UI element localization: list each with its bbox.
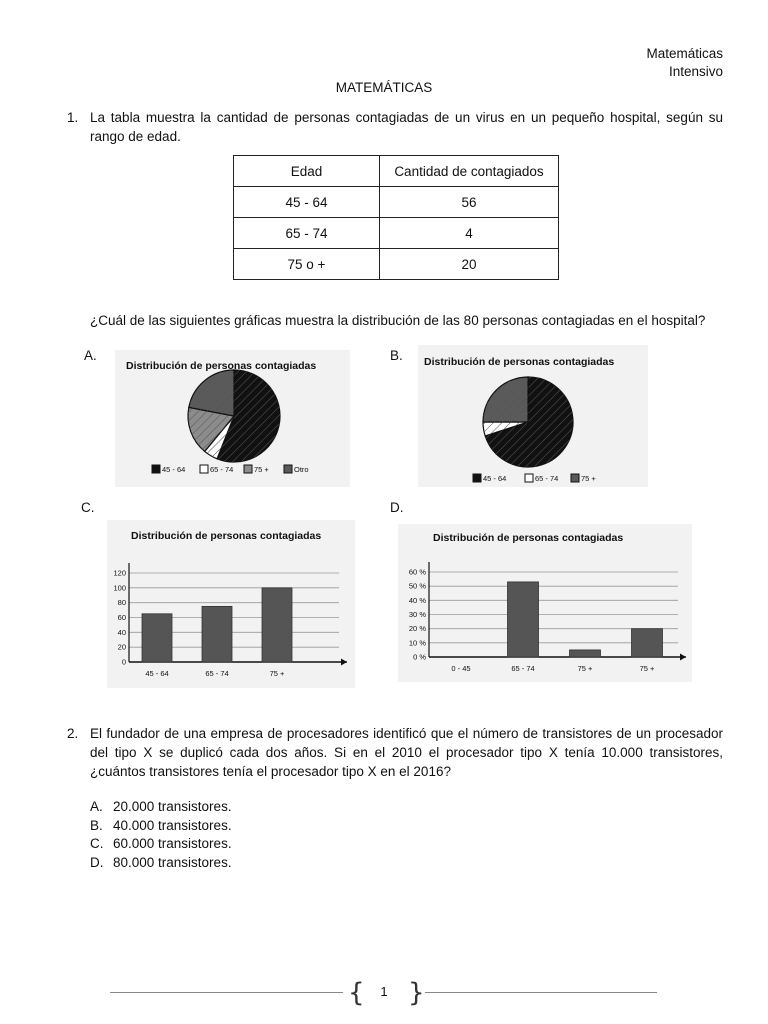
chart-a [115,350,350,487]
option-c-label: C. [81,500,95,515]
cases-table [233,155,559,280]
option-d-label: D. [390,500,404,515]
chart-b-svg [418,345,648,487]
question-2-number: 2. [67,726,79,741]
table-row [234,249,559,280]
x-tick-label: 0 - 45 [451,664,471,673]
answer-letter: C. [90,836,104,851]
legend-swatch [571,474,579,482]
y-tick-label: 40 [117,627,126,637]
question-1-text: La tabla muestra la cantidad de personas contagiadas de un virus en un pequeño hospital, según su rango de edad. [90,110,723,144]
chart-b-pie [483,377,573,467]
answer-letter: D. [90,854,104,870]
option-a-label: A. [84,348,97,363]
x-tick-label: 65 - 74 [205,669,229,678]
header-subject: Matemáticas [646,46,723,61]
legend-swatch [244,465,252,473]
legend-label: 45 - 64 [483,474,507,483]
bar [202,606,232,662]
y-tick-label: 0 [121,657,126,667]
chart-b-legend [473,474,596,483]
chart-c-svg [107,520,355,688]
answer-text: 80.000 transistores. [113,854,232,870]
legend-swatch [473,474,481,482]
chart-a-title: Distribución de personas contagiadas [126,360,317,372]
y-tick-label: 0 % [413,652,426,662]
chart-d [398,524,692,682]
y-tick-label: 120 [113,568,126,578]
table-header-row [234,156,559,187]
x-tick-label: 75 + [269,669,285,678]
table-cell: 65 - 74 [234,218,380,249]
legend-swatch [152,465,160,473]
answer-option-b[interactable] [90,817,232,836]
legend-label: 45 - 64 [162,465,186,474]
legend-label: 65 - 74 [535,474,559,483]
y-tick-label: 20 % [408,624,426,634]
y-tick-label: 60 % [408,567,426,577]
legend-swatch [284,465,292,473]
answer-text: 20.000 transistores. [113,799,232,814]
table-cell: 4 [380,218,559,249]
y-tick-label: 10 % [408,638,426,648]
y-tick-label: 20 [117,642,126,652]
table-cell: 56 [380,187,559,218]
bar [142,614,172,662]
chart-b [418,345,648,487]
y-tick-label: 60 [117,613,126,622]
chart-c-title: Distribución de personas contagiadas [131,530,322,542]
answer-text: 40.000 transistores. [113,817,232,833]
x-tick-label: 75 + [639,664,655,673]
answer-option-a[interactable] [90,798,232,817]
bar [570,650,601,657]
chart-b-title: Distribución de personas contagiadas [424,356,615,368]
legend-swatch [200,465,208,473]
chart-d-plot [409,562,686,673]
header-level: Intensivo [668,64,723,79]
chart-d-svg [398,524,692,682]
header [646,45,723,81]
chart-d-title: Distribución de personas contagiadas [433,532,624,544]
footer-brace-left: { [348,978,365,1008]
table-cell: 45 - 64 [234,187,380,218]
y-tick-label: 80 [117,598,126,608]
bar [262,588,292,662]
answer-option-d[interactable] [90,854,232,873]
bar [508,582,539,657]
question-1 [68,108,723,146]
question-2 [68,724,723,781]
option-b-label: B. [390,348,403,363]
x-axis-arrow [341,659,347,666]
x-tick-label: 45 - 64 [145,669,169,678]
answer-list [90,798,232,872]
table-header-cell: Edad [234,156,380,187]
y-tick-label: 50 % [408,581,426,591]
question-1-number: 1. [67,110,79,125]
legend-swatch [525,474,533,482]
page-number: 1 [380,984,388,999]
chart-a-legend [152,465,309,474]
chart-c [107,520,355,688]
table-row [234,187,559,218]
table-row [234,218,559,249]
question-1-prompt: ¿Cuál de las siguientes gráficas muestra la distribución de las 80 personas contagiadas en el hospital? [90,313,706,328]
x-axis-arrow [680,654,686,661]
y-tick-label: 100 [113,583,126,593]
answer-option-c[interactable] [90,835,232,854]
legend-label: 75 + [254,465,269,474]
footer-brace-right: } [408,978,425,1008]
chart-a-svg [115,350,350,487]
table-cell: 20 [380,249,559,280]
chart-a-pie [188,370,280,462]
page-title: MATEMÁTICAS [335,80,433,95]
chart-c-plot [113,563,347,678]
legend-label: 65 - 74 [210,465,234,474]
y-tick-label: 40 % [408,595,426,605]
answer-text: 60.000 transistores. [113,836,232,851]
question-2-text: El fundador de una empresa de procesadores identificó que el número de transistores de un procesador del tipo X se duplicó cada dos años. Si en el 2010 el procesador tipo X tenía 10.000 transistores, ¿cuántos transistores tenía el procesador tipo X en el 2016? [90,726,723,779]
answer-letter: B. [90,817,103,833]
bar [632,629,663,657]
table-header-cell: Cantidad de contagiados [380,156,559,187]
legend-label: Otro [294,465,309,474]
answer-letter: A. [90,799,103,814]
x-tick-label: 65 - 74 [511,664,535,673]
pie-slice-hatch [483,377,528,422]
y-tick-label: 30 % [408,610,426,619]
table-cell: 75 o + [234,249,380,280]
x-tick-label: 75 + [577,664,593,673]
legend-label: 75 + [581,474,596,483]
